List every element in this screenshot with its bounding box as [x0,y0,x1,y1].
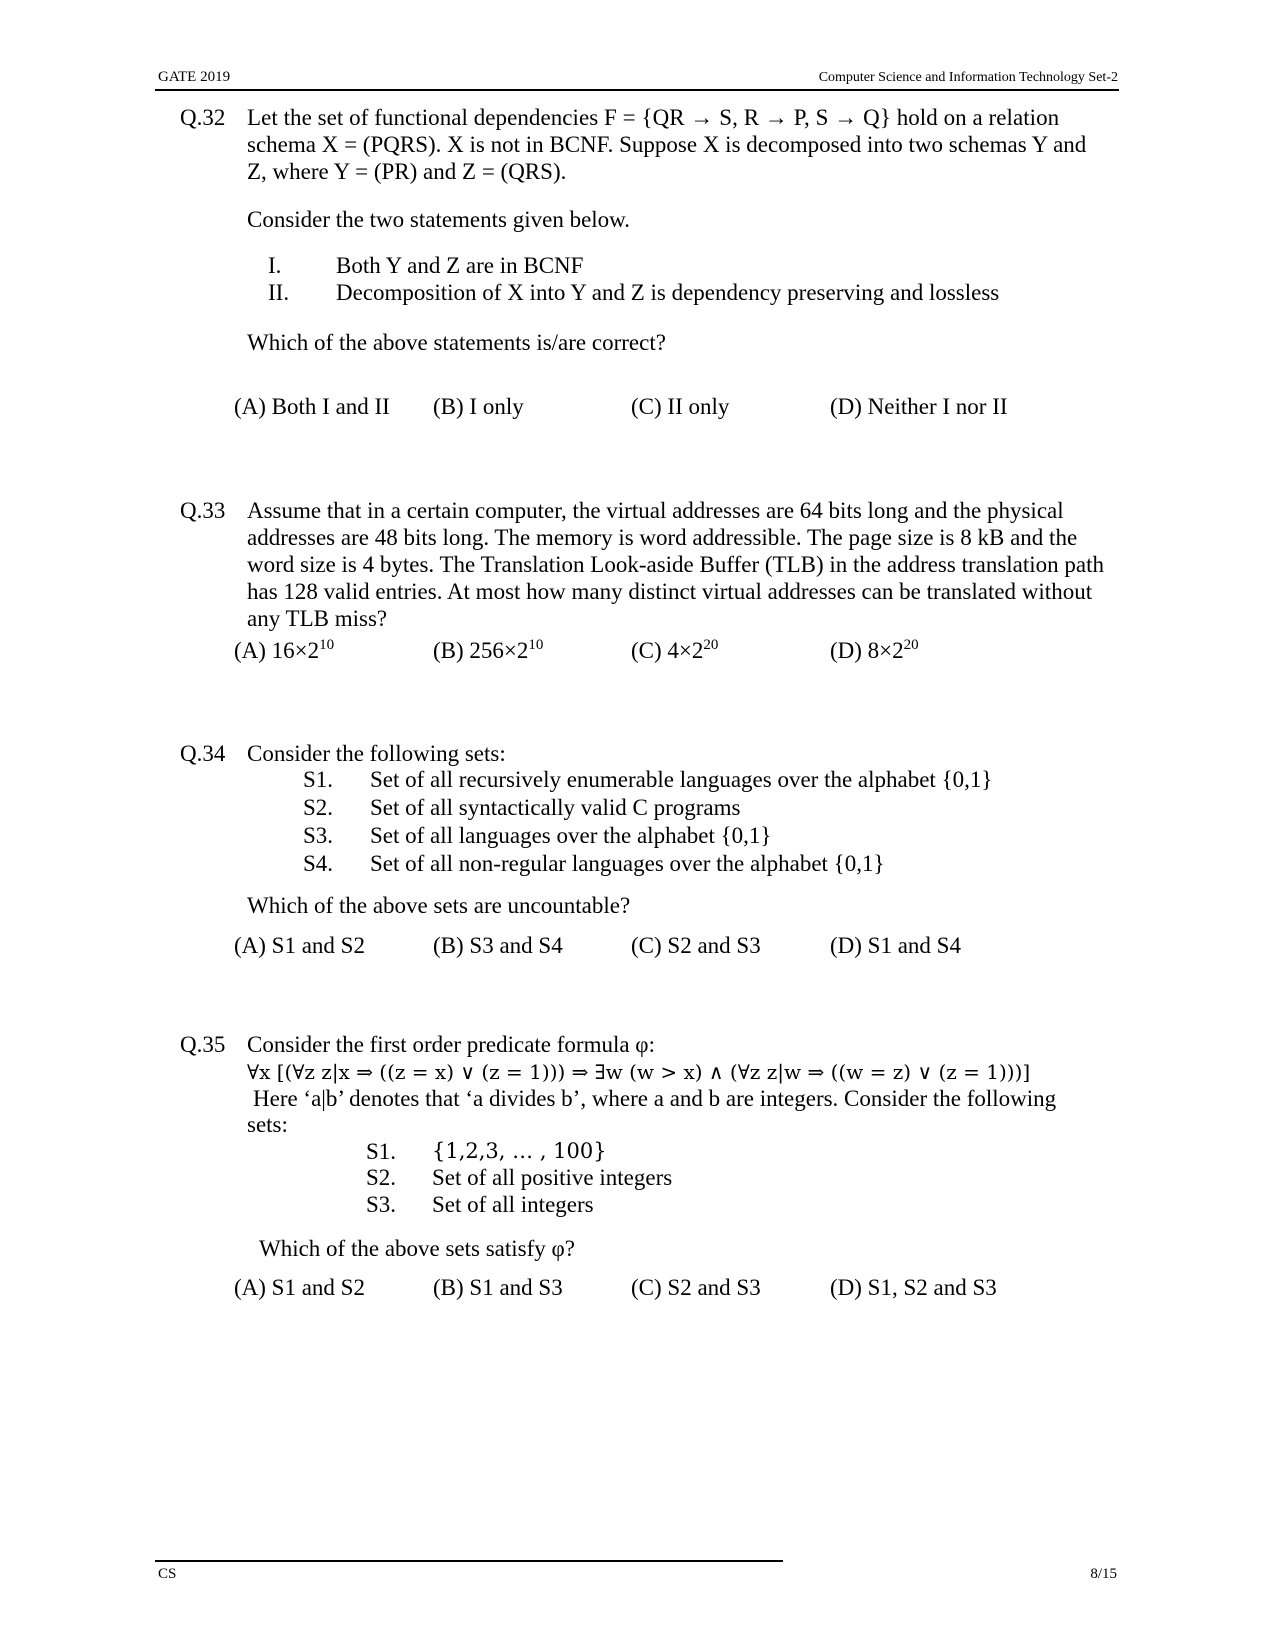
set-text: Set of all non-regular languages over the alphabet {0,1} [370,851,885,876]
statement-text: Decomposition of X into Y and Z is dependency preserving and lossless [336,280,1000,305]
set-number: S4. [303,851,334,876]
consider-text: Consider the two statements given below. [247,207,631,232]
question-ask: Which of the above sets are uncountable? [247,893,631,918]
set-number: S2. [303,795,334,820]
question-stem [247,104,1119,185]
stem-line: word size is 4 bytes. The Translation Look-aside Buffer (TLB) in the address translation path [247,552,1105,577]
stem-line: schema X = (PQRS). X is not in BCNF. Suppose X is decomposed into two schemas Y and [247,132,1087,157]
option-label: (B) 256×2 [433,638,529,663]
set-number: S1. [366,1139,397,1164]
option-d[interactable]: (D) S1, S2 and S3 [830,1275,997,1300]
stem-line: Let the set of functional dependencies F = {QR → S, R → P, S → Q} hold on a relation [247,105,1060,130]
set-text: Set of all recursively enumerable languages over the alphabet {0,1} [370,767,993,792]
option-a[interactable] [234,637,334,664]
question-ask: Which of the above sets satisfy φ? [259,1236,576,1261]
option-a[interactable]: (A) Both I and II [234,394,390,419]
option-c[interactable]: (C) S2 and S3 [631,1275,761,1300]
option-label: (A) 16×2 [234,638,320,663]
option-exponent: 10 [319,637,335,653]
set-text: Set of all integers [432,1192,594,1217]
option-b[interactable]: (B) I only [433,394,524,419]
question-number: Q.32 [180,105,226,130]
set-number: S3. [366,1192,397,1217]
definition-text [253,1085,1119,1112]
statement-number: II. [268,280,290,305]
set-number: S3. [303,823,334,848]
option-c[interactable]: (C) II only [631,394,730,419]
statement-text: Both Y and Z are in BCNF [336,253,584,278]
set-number: S2. [366,1165,397,1190]
footer-rule [155,1560,783,1562]
paper-title: Computer Science and Information Technology Set-2 [818,70,1118,85]
question-stem: Consider the following sets: [247,741,506,766]
set-number: S1. [303,767,334,792]
stem-line: Z, where Y = (PR) and Z = (QRS). [247,159,567,184]
stem-line: any TLB miss? [247,606,388,631]
option-d[interactable]: (D) Neither I nor II [830,394,1008,419]
option-label: (D) 8×2 [830,638,904,663]
question-number: Q.33 [180,498,226,523]
option-b[interactable] [433,637,543,664]
option-c[interactable] [631,637,718,664]
option-exponent: 20 [903,637,919,653]
option-a[interactable]: (A) S1 and S2 [234,933,365,958]
question-stem: Consider the first order predicate formula φ: [247,1032,655,1057]
option-d[interactable] [830,637,919,664]
option-b[interactable]: (B) S1 and S3 [433,1275,563,1300]
set-text: {1,2,3, … , 100} [432,1139,607,1163]
option-exponent: 20 [703,637,719,653]
option-c[interactable]: (C) S2 and S3 [631,933,761,958]
option-b[interactable]: (B) S3 and S4 [433,933,563,958]
header-rule [155,89,1119,91]
stem-line: has 128 valid entries. At most how many distinct virtual addresses can be translated without [247,579,1093,604]
question-number: Q.34 [180,741,226,766]
option-exponent: 10 [528,637,544,653]
option-a[interactable]: (A) S1 and S2 [234,1275,365,1300]
question-number: Q.35 [180,1032,226,1057]
option-d[interactable]: (D) S1 and S4 [830,933,961,958]
question-stem [247,497,1119,632]
definition-line: Here ‘a|b’ denotes that ‘a divides b’, where a and b are integers. Consider the following [253,1086,1057,1111]
page-number: 8/15 [1090,1566,1117,1582]
stem-line: Assume that in a certain computer, the virtual addresses are 64 bits long and the physical [247,498,1064,523]
predicate-formula: ∀x [(∀z z|x ⇒ ((z = x) ∨ (z = 1))) ⇒ ∃w (w > x) ∧ (∀z z|w ⇒ ((w = z) ∨ (z = 1)))] [247,1060,1031,1084]
set-text: Set of all syntactically valid C programs [370,795,741,820]
question-ask: Which of the above statements is/are correct? [247,330,666,355]
paper-code: CS [158,1566,177,1582]
option-label: (C) 4×2 [631,638,704,663]
statement-number: I. [268,253,282,278]
set-text: Set of all positive integers [432,1165,673,1190]
stem-line: addresses are 48 bits long. The memory is word addressible. The page size is 8 kB and the [247,525,1078,550]
definition-line: sets: [247,1112,288,1137]
exam-title: GATE 2019 [158,69,231,85]
set-text: Set of all languages over the alphabet {0,1} [370,823,772,848]
